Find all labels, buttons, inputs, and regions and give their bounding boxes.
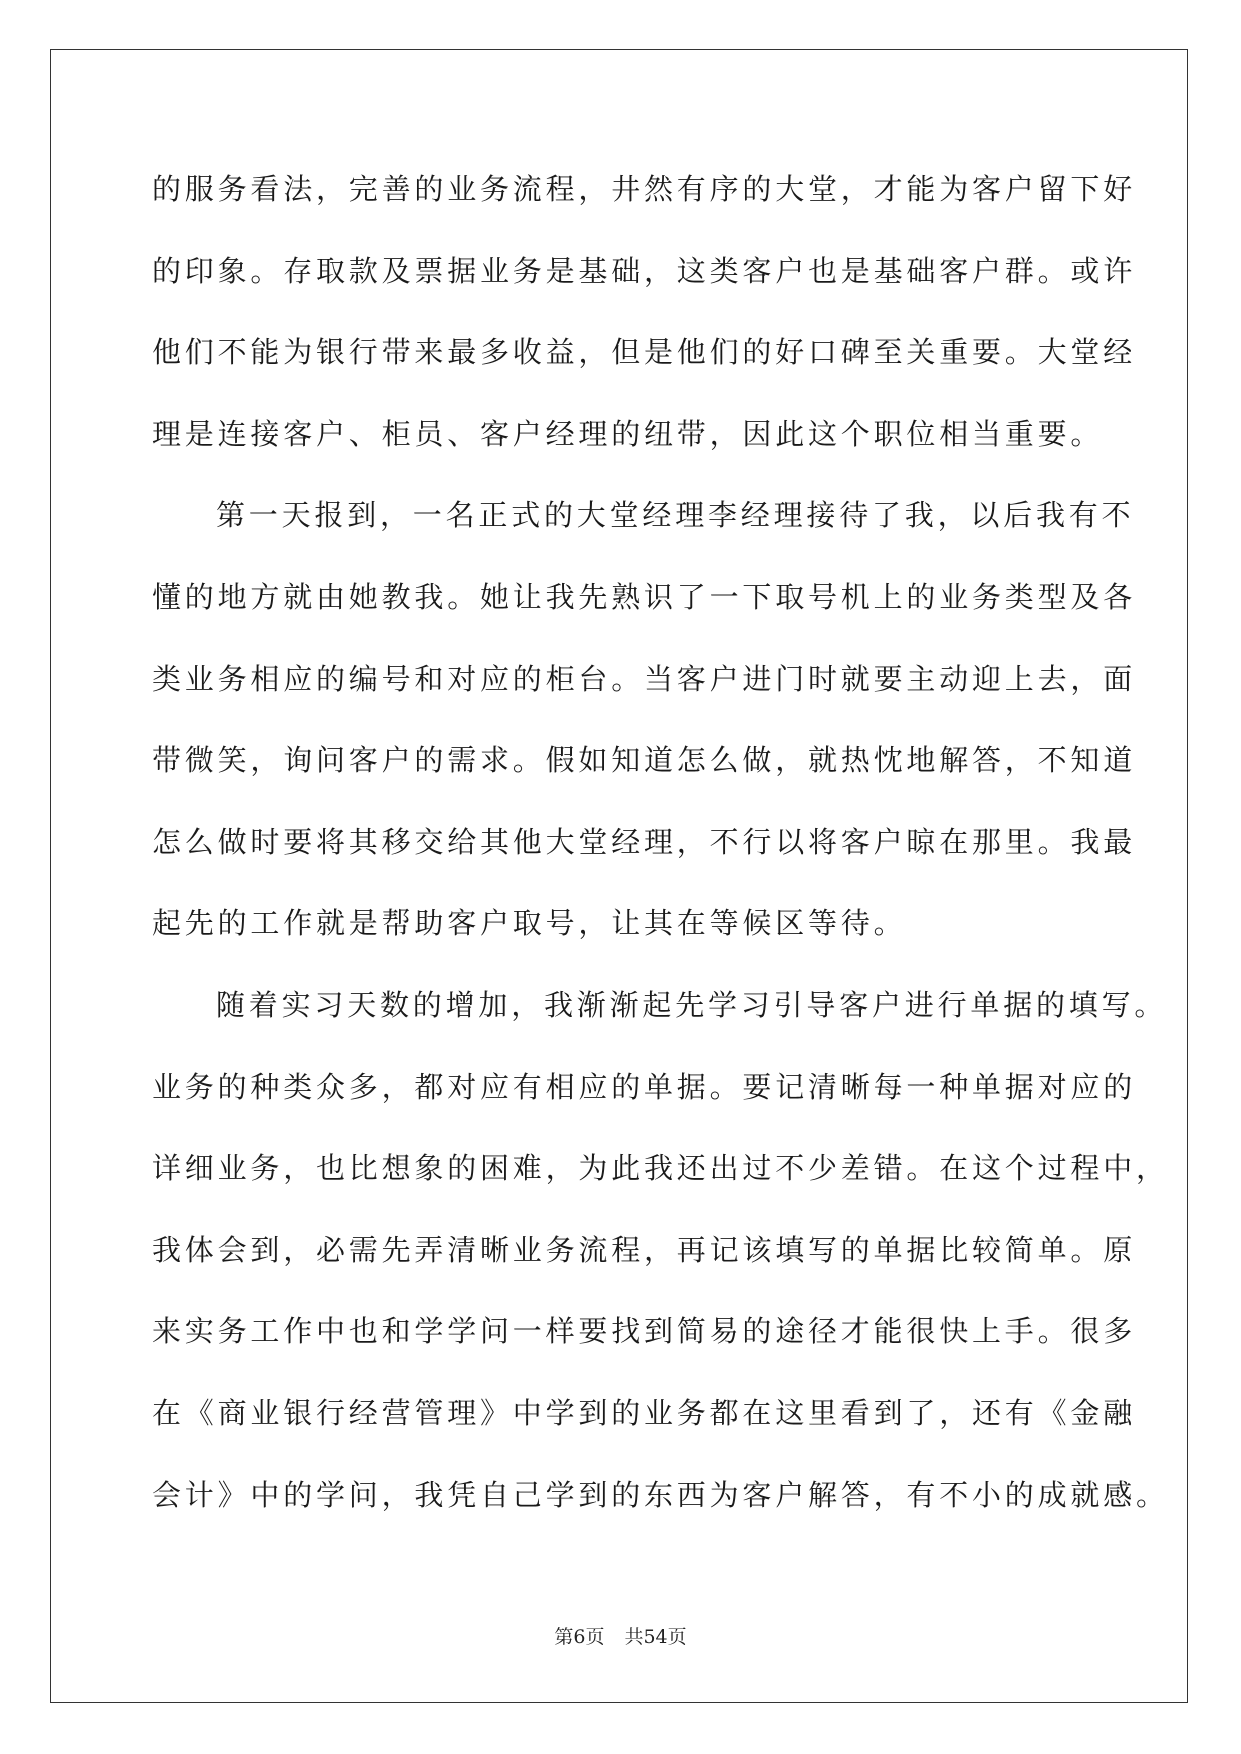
current-page-number: 第6页: [554, 1626, 605, 1648]
text-line: 业务的种类众多，都对应有相应的单据。要记清晰每一种单据对应的: [152, 1069, 1137, 1104]
text-line: 理是连接客户、柜员、客户经理的纽带，因此这个职位相当重要。: [152, 416, 1104, 451]
text-line: 懂的地方就由她教我。她让我先熟识了一下取号机上的业务类型及各: [152, 579, 1137, 614]
text-line: 我体会到，必需先弄清晰业务流程，再记该填写的单据比较简单。原: [152, 1232, 1137, 1267]
total-page-count: 共54页: [624, 1626, 687, 1648]
text-line: 带微笑，询问客户的需求。假如知道怎么做，就热忱地解答，不知道: [152, 743, 1137, 778]
text-line: 类业务相应的编号和对应的柜台。当客户进门时就要主动迎上去，面: [152, 661, 1137, 696]
paragraph-start-line: 随着实习天数的增加，我渐渐起先学习引导客户进行单据的填写。: [216, 987, 1168, 1022]
text-line: 的印象。存取款及票据业务是基础，这类客户也是基础客户群。或许: [152, 253, 1137, 288]
text-line: 他们不能为银行带来最多收益，但是他们的好口碑至关重要。大堂经: [152, 335, 1137, 370]
text-line: 的服务看法，完善的业务流程，井然有序的大堂，才能为客户留下好: [152, 172, 1137, 206]
text-line: 会计》中的学问，我凭自己学到的东西为客户解答，有不小的成就感。: [152, 1477, 1169, 1512]
text-line: 详细业务，也比想象的困难，为此我还出过不少差错。在这个过程中，: [152, 1151, 1169, 1186]
text-line: 起先的工作就是帮助客户取号，让其在等候区等待。: [152, 906, 907, 941]
text-line: 在《商业银行经营管理》中学到的业务都在这里看到了，还有《金融: [152, 1395, 1137, 1430]
text-line: 来实务工作中也和学学问一样要找到简易的途径才能很快上手。很多: [152, 1314, 1137, 1349]
document-body: [152, 164, 1169, 1551]
paragraph-start-line: 第一天报到，一名正式的大堂经理李经理接待了我，以后我有不: [216, 498, 1135, 533]
text-line: 怎么做时要将其移交给其他大堂经理，不行以将客户晾在那里。我最: [152, 824, 1137, 859]
page-footer: [0, 1622, 1241, 1649]
